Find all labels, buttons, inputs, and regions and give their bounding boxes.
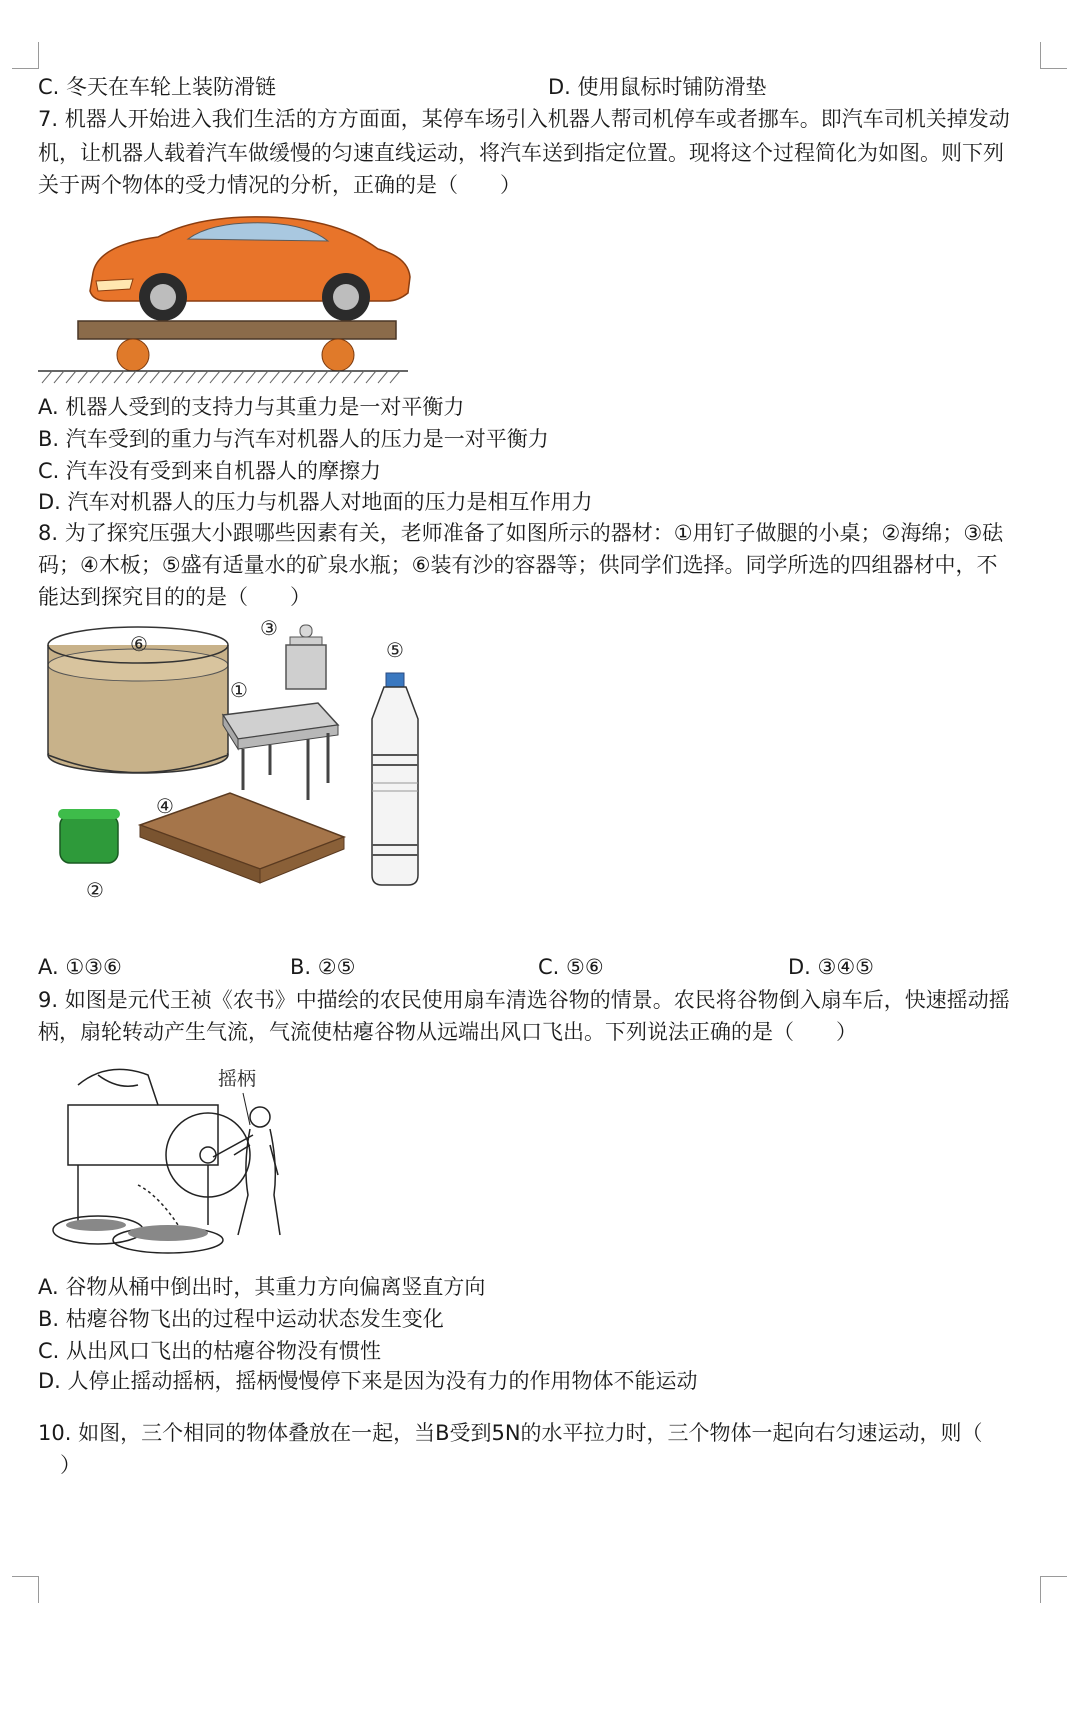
robot-wheel-right bbox=[322, 339, 354, 371]
weight bbox=[286, 625, 326, 689]
q8-stem-line1: 8. 为了探究压强大小跟哪些因素有关，老师准备了如图所示的器材：①用钉子做腿的小桌；②海绵；③砝 bbox=[38, 521, 1004, 545]
q8-option-a: A. ①③⑥ bbox=[38, 955, 122, 979]
q9-option-a: A. 谷物从桶中倒出时，其重力方向偏离竖直方向 bbox=[38, 1275, 486, 1299]
corner-mark-bottom-right bbox=[1040, 1576, 1067, 1603]
corner-mark-top-right bbox=[1040, 42, 1067, 69]
q7-option-b: B. 汽车受到的重力与汽车对机器人的压力是一对平衡力 bbox=[38, 427, 549, 451]
corner-mark-top-left bbox=[12, 42, 39, 69]
q7-stem-line2: 机，让机器人载着汽车做缓慢的匀速直线运动，将汽车送到指定位置。现将这个过程简化为如图。则下列 bbox=[38, 141, 1004, 165]
q8-option-b: B. ②⑤ bbox=[290, 955, 356, 979]
label-3: ③ bbox=[260, 616, 278, 640]
crank-label-leader bbox=[243, 1093, 250, 1125]
q9-stem-line1: 9. 如图是元代王祯《农书》中描绘的农民使用扇车清选谷物的情景。农民将谷物倒入扇车后，快速摇动摇 bbox=[38, 988, 1010, 1012]
corner-mark-bottom-left bbox=[12, 1576, 39, 1603]
q7-stem-line1: 7. 机器人开始进入我们生活的方方面面，某停车场引入机器人帮司机停车或者挪车。即汽车司机关掉发动 bbox=[38, 107, 1010, 131]
q9-winnowing-fan-figure bbox=[38, 1055, 298, 1255]
q7-option-d: D. 汽车对机器人的压力与机器人对地面的压力是相互作用力 bbox=[38, 490, 593, 514]
q8-option-d: D. ③④⑤ bbox=[788, 955, 874, 979]
q6-option-c: C. 冬天在车轮上装防滑链 bbox=[38, 75, 277, 99]
q9-option-b: B. 枯瘪谷物飞出的过程中运动状态发生变化 bbox=[38, 1307, 444, 1331]
sponge bbox=[58, 809, 120, 863]
q10-stem-line1: 10. 如图，三个相同的物体叠放在一起，当B受到5N的水平拉力时，三个物体一起向右匀速运动，则（ bbox=[38, 1421, 983, 1445]
q7-option-c: C. 汽车没有受到来自机器人的摩擦力 bbox=[38, 459, 382, 483]
label-4: ④ bbox=[156, 794, 174, 818]
car-illustration bbox=[90, 217, 410, 321]
q9-stem-line2: 柄，扇轮转动产生气流，气流使枯瘪谷物从远端出风口飞出。下列说法正确的是（ ） bbox=[38, 1020, 857, 1044]
crank-label: 摇柄 bbox=[218, 1068, 257, 1090]
q8-option-c: C. ⑤⑥ bbox=[538, 955, 604, 979]
q8-stem-line2: 码；④木板；⑤盛有适量水的矿泉水瓶；⑥装有沙的容器等；供同学们选择。同学所选的四组器材中，不 bbox=[38, 553, 998, 577]
label-1: ① bbox=[230, 678, 248, 702]
label-6: ⑥ bbox=[130, 632, 148, 656]
q9-option-c: C. 从出风口飞出的枯瘪谷物没有惯性 bbox=[38, 1339, 382, 1363]
q7-car-on-robot-figure bbox=[38, 205, 418, 385]
q8-equipment-figure bbox=[38, 615, 468, 940]
label-5: ⑤ bbox=[386, 638, 404, 662]
q8-stem-line3: 能达到探究目的的是（ ） bbox=[38, 585, 311, 609]
farmer-figure bbox=[234, 1107, 280, 1235]
q6-option-d: D. 使用鼠标时铺防滑垫 bbox=[548, 75, 767, 99]
q9-option-d: D. 人停止摇动摇柄，摇柄慢慢停下来是因为没有力的作用物体不能运动 bbox=[38, 1369, 698, 1393]
robot-platform bbox=[78, 321, 396, 339]
robot-wheel-left bbox=[117, 339, 149, 371]
water-bottle bbox=[372, 673, 418, 885]
q7-stem-line3: 关于两个物体的受力情况的分析，正确的是（ ） bbox=[38, 173, 521, 197]
ground-hatching bbox=[42, 371, 400, 383]
small-table bbox=[223, 703, 338, 800]
label-2: ② bbox=[86, 878, 104, 902]
q10-stem-line2: ） bbox=[60, 1453, 81, 1477]
q7-option-a: A. 机器人受到的支持力与其重力是一对平衡力 bbox=[38, 395, 465, 419]
